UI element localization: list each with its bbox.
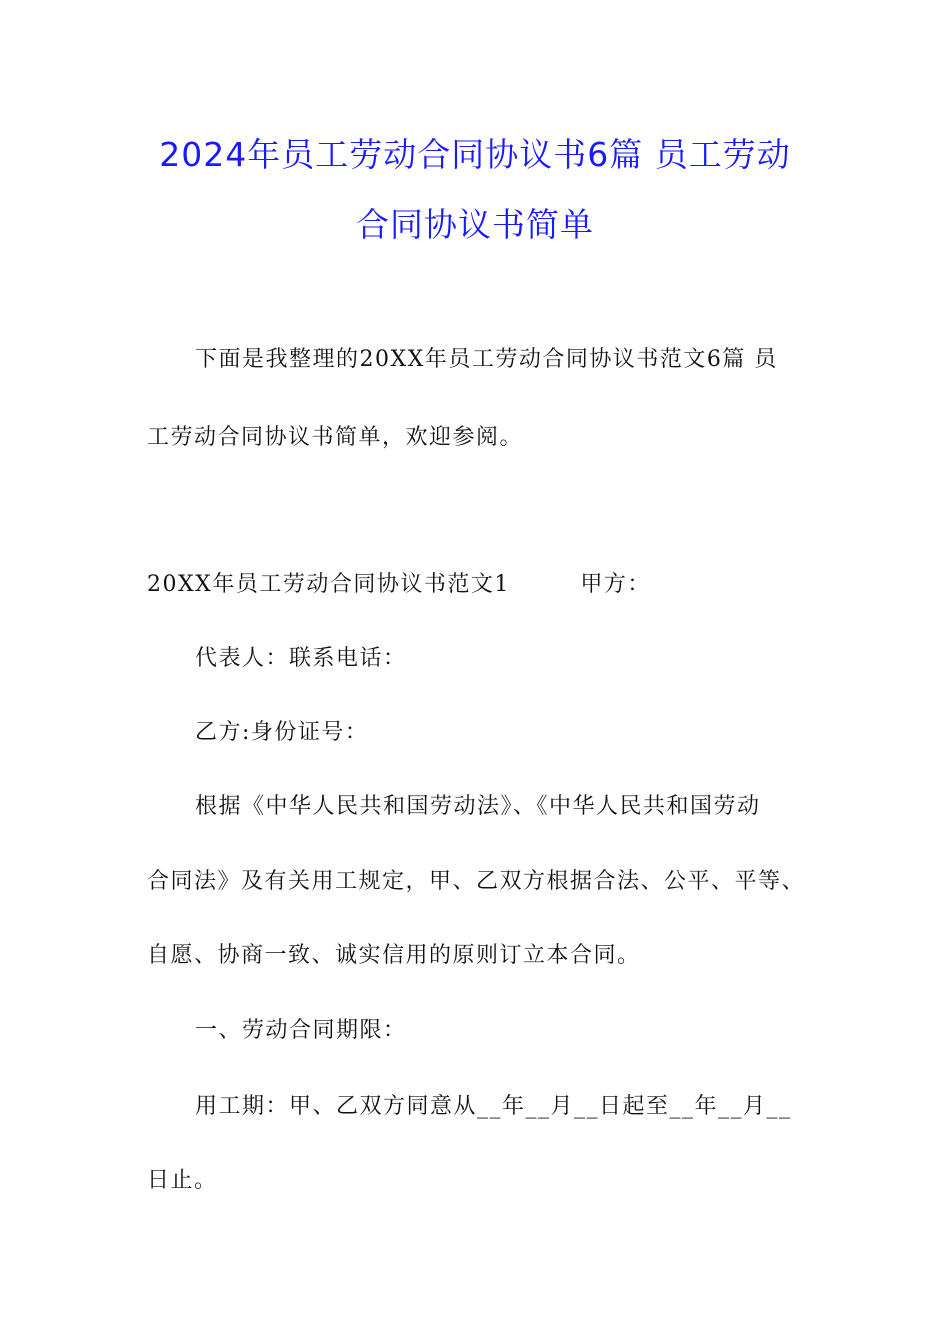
document-title-line-2: 合同协议书简单 <box>356 205 594 244</box>
employment-period-line-2: 日止。 <box>147 1168 218 1193</box>
intro-paragraph-line-2: 工劳动合同协议书简单，欢迎参阅。 <box>147 425 524 450</box>
document-title-line-1: 2024年员工劳动合同协议书6篇 员工劳动 <box>159 135 791 174</box>
legal-basis-line-2: 合同法》及有关用工规定，甲、乙双方根据合法、公平、平等、 <box>147 869 806 894</box>
party-a-representative-line: 代表人：联系电话： <box>195 646 407 671</box>
intro-paragraph-line-1: 下面是我整理的20XX年员工劳动合同协议书范文6篇 员 <box>195 347 778 372</box>
legal-basis-line-3: 自愿、协商一致、诚实信用的原则订立本合同。 <box>147 943 641 968</box>
legal-basis-line-1: 根据《中华人民共和国劳动法》、《中华人民共和国劳动 <box>195 794 761 819</box>
employment-period-line-1: 用工期：甲、乙双方同意从__年__月__日起至__年__月__ <box>195 1094 792 1119</box>
section-heading-sample-1: 20XX年员工劳动合同协议书范文1 甲方： <box>147 572 651 597</box>
clause-heading-contract-term: 一、劳动合同期限： <box>195 1018 407 1043</box>
party-b-id-line: 乙方:身份证号： <box>195 720 369 745</box>
